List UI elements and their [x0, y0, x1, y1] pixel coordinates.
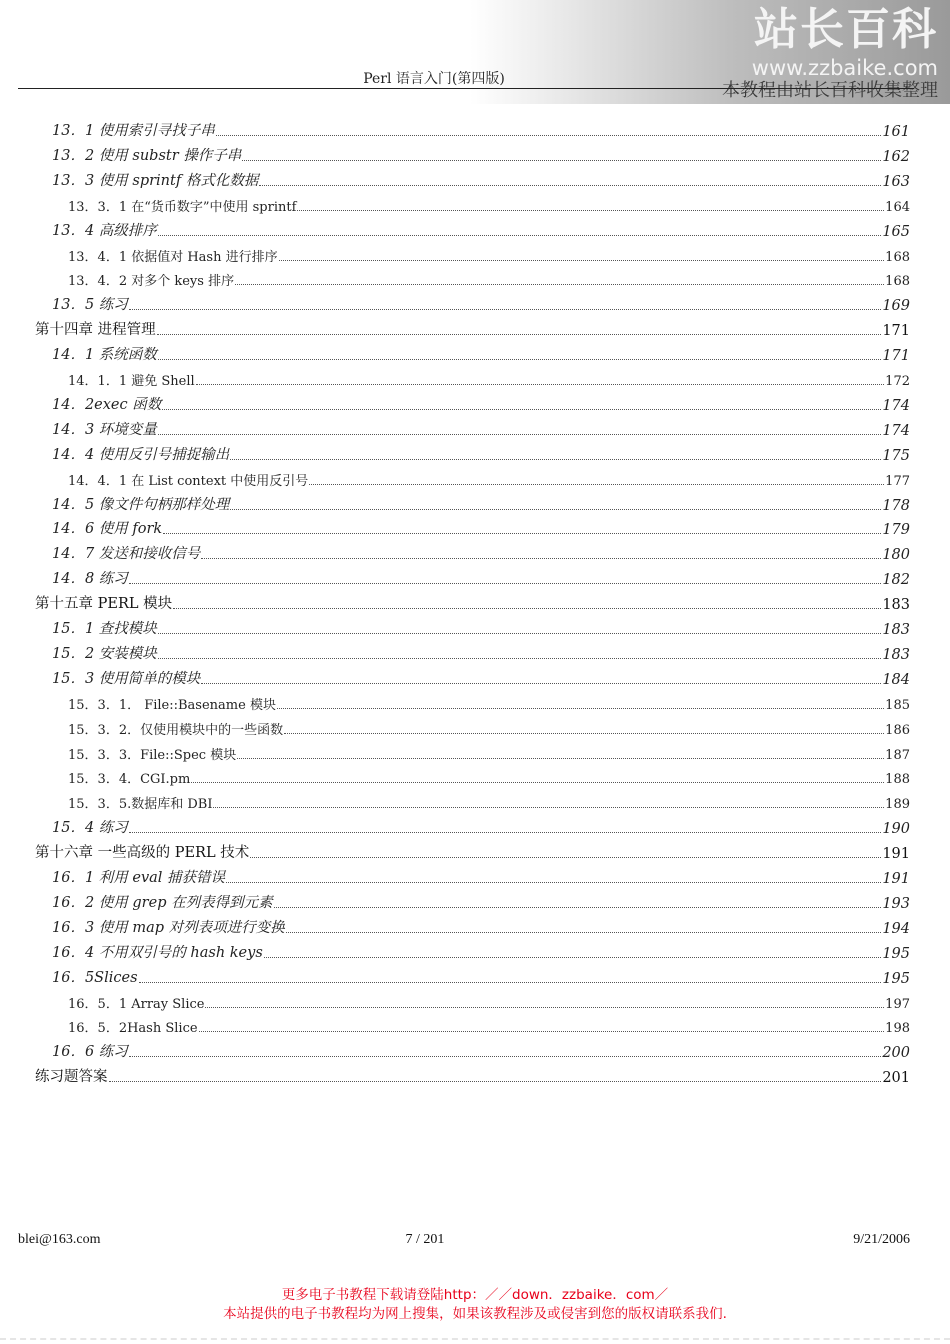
toc-dot-leader	[129, 1055, 882, 1057]
toc-page-number: 163	[882, 173, 910, 190]
toc-dot-leader	[129, 831, 882, 833]
toc-entry-title: 14．5 像文件句柄那样处理	[52, 496, 230, 513]
toc-dot-leader	[158, 632, 882, 634]
toc-entry-section[interactable]	[0, 664, 910, 688]
toc-page-number: 171	[882, 348, 910, 365]
toc-entry-sub[interactable]	[0, 714, 910, 738]
toc-entry-title: 13．1 使用索引寻找子串	[52, 123, 215, 139]
toc-entry-section[interactable]	[0, 888, 910, 912]
toc-entry-title: 14．4 使用反引号捕捉输出	[52, 446, 230, 463]
toc-entry-section[interactable]	[0, 141, 910, 165]
toc-page-number: 164	[885, 199, 910, 215]
toc-entry-section[interactable]	[0, 614, 910, 638]
toc-entry-title: 13．3 使用 sprintf 格式化数据	[52, 172, 259, 189]
toc-entry-title: 16．2 使用 grep 在列表得到元素	[52, 894, 273, 911]
toc-dot-leader	[191, 781, 884, 783]
toc-dot-leader	[264, 956, 882, 958]
document-title: Perl 语言入门(第四版)	[363, 71, 505, 87]
toc-entry-title: 15．3．1． File::Basename 模块	[68, 697, 276, 713]
toc-entry-title: 15．3．4．CGI.pm	[68, 772, 191, 788]
toc-entry-chapter[interactable]	[0, 589, 910, 613]
toc-dot-leader	[173, 607, 881, 609]
toc-entry-title: 14．6 使用 fork	[52, 521, 163, 538]
toc-dot-leader	[277, 707, 884, 709]
toc-page-number: 186	[885, 722, 910, 738]
toc-dot-leader	[213, 806, 884, 808]
toc-page-number: 171	[882, 323, 910, 340]
toc-dot-leader	[109, 1080, 882, 1082]
watermark-logo: 站长百科	[754, 4, 938, 55]
toc-entry-title: 14．1 系统函数	[52, 347, 157, 364]
toc-page-number: 191	[882, 846, 910, 863]
toc-page-number: 183	[882, 622, 910, 638]
toc-page-number: 162	[882, 148, 910, 165]
toc-entry-section[interactable]	[0, 390, 910, 414]
toc-entry-sub[interactable]	[0, 739, 910, 763]
toc-page-number: 174	[882, 397, 910, 414]
toc-entry-title: 15．3．5.数据库和 DBI	[68, 797, 213, 813]
toc-entry-title: 13．3．1 在“货币数字”中使用 sprintf	[68, 199, 297, 215]
toc-dot-leader	[230, 458, 881, 460]
toc-entry-title: 16．5Slices	[52, 969, 138, 986]
toc-entry-chapter[interactable]	[0, 1062, 910, 1086]
toc-page-number: 179	[882, 522, 910, 539]
page-footer	[0, 1232, 950, 1252]
toc-entry-section[interactable]	[0, 913, 910, 937]
toc-entry-title: 14．3 环境变量	[52, 421, 157, 438]
download-notice	[0, 1286, 950, 1324]
toc-dot-leader	[250, 856, 881, 858]
toc-entry-title: 15．3 使用简单的模块	[52, 670, 201, 687]
toc-page-number: 183	[882, 646, 910, 663]
toc-page-number: 195	[882, 970, 910, 987]
toc-entry-title: 13．4．1 依据值对 Hash 进行排序	[68, 249, 278, 265]
toc-entry-sub[interactable]	[0, 365, 910, 389]
toc-dot-leader	[216, 134, 882, 136]
toc-dot-leader	[259, 184, 881, 186]
toc-entry-sub[interactable]	[0, 1012, 910, 1036]
toc-entry-section[interactable]	[0, 290, 910, 314]
toc-dot-leader	[163, 532, 881, 534]
toc-page-number: 198	[885, 1021, 910, 1037]
toc-entry-section[interactable]	[0, 340, 910, 364]
toc-entry-sub[interactable]	[0, 241, 910, 265]
toc-entry-section[interactable]	[0, 539, 910, 563]
toc-entry-section[interactable]	[0, 938, 910, 962]
toc-entry-chapter[interactable]	[0, 315, 910, 339]
toc-dot-leader	[157, 333, 882, 335]
toc-page-number: 193	[882, 895, 910, 912]
toc-dot-leader	[309, 483, 884, 485]
toc-page-number: 185	[885, 697, 910, 713]
toc-dot-leader	[242, 159, 881, 161]
toc-entry-section[interactable]	[0, 564, 910, 588]
toc-entry-title: 16．3 使用 map 对列表项进行变换	[52, 919, 285, 936]
toc-dot-leader	[158, 433, 882, 435]
toc-dot-leader	[129, 582, 882, 584]
toc-dot-leader	[158, 657, 882, 659]
toc-page-number: 200	[882, 1045, 910, 1062]
toc-page-number: 180	[882, 547, 910, 564]
toc-dot-leader	[237, 757, 884, 759]
toc-page-number: 165	[882, 223, 910, 240]
toc-entry-title: 13．4．2 对多个 keys 排序	[68, 274, 235, 290]
toc-entry-sub[interactable]	[0, 465, 910, 489]
toc-entry-section[interactable]	[0, 216, 910, 240]
watermark-subtitle: 本教程由站长百科收集整理	[722, 80, 938, 101]
toc-dot-leader	[162, 408, 881, 410]
toc-entry-section[interactable]	[0, 639, 910, 663]
toc-entry-section[interactable]	[0, 116, 910, 140]
toc-page-number: 197	[885, 996, 910, 1012]
toc-dot-leader	[158, 358, 882, 360]
toc-entry-title: 16．6 练习	[52, 1044, 128, 1061]
toc-entry-section[interactable]	[0, 440, 910, 464]
toc-page-number: 201	[882, 1070, 910, 1087]
toc-page-number: 161	[882, 124, 910, 140]
toc-dot-leader	[158, 234, 882, 236]
toc-entry-sub[interactable]	[0, 788, 910, 812]
toc-page-number: 187	[885, 747, 910, 763]
watermark-url: www.zzbaike.com	[751, 56, 938, 80]
toc-entry-sub[interactable]	[0, 689, 910, 713]
toc-entry-title: 13．4 高级排序	[52, 222, 157, 239]
toc-entry-title: 16．5．2Hash Slice	[68, 1021, 198, 1037]
toc-entry-title: 13．5 练习	[52, 297, 128, 314]
toc-dot-leader	[199, 1030, 885, 1032]
toc-page-number: 190	[882, 821, 910, 838]
toc-entry-section[interactable]	[0, 863, 910, 887]
toc-entry-title: 练习题答案	[35, 1069, 108, 1086]
toc-page-number: 178	[882, 497, 910, 514]
footer-page-number: 7 / 201	[405, 1232, 445, 1247]
toc-entry-section[interactable]	[0, 813, 910, 837]
toc-dot-leader	[274, 906, 882, 908]
toc-dot-leader	[279, 259, 885, 261]
toc-dot-leader	[286, 931, 882, 933]
header-divider	[18, 88, 914, 89]
toc-page-number: 195	[882, 945, 910, 962]
toc-page-number: 174	[882, 422, 910, 439]
toc-dot-leader	[205, 1006, 884, 1008]
footer-email: blei@163.com	[18, 1232, 101, 1247]
toc-entry-title: 16．4 不用双引号的 hash keys	[52, 944, 263, 961]
toc-entry-sub[interactable]	[0, 763, 910, 787]
toc-dot-leader	[226, 881, 881, 883]
toc-entry-sub[interactable]	[0, 265, 910, 289]
toc-page-number: 188	[885, 772, 910, 788]
toc-entry-section[interactable]	[0, 514, 910, 538]
toc-dot-leader	[297, 209, 884, 211]
toc-entry-section[interactable]	[0, 166, 910, 190]
toc-entry-section[interactable]	[0, 415, 910, 439]
toc-entry-title: 第十四章 进程管理	[35, 322, 156, 339]
toc-page-number: 177	[885, 473, 910, 489]
toc-entry-section[interactable]	[0, 963, 910, 987]
toc-dot-leader	[235, 283, 884, 285]
toc-page-number: 189	[885, 797, 910, 813]
footer-date: 9/21/2006	[853, 1232, 910, 1247]
toc-entry-title: 15．4 练习	[52, 820, 128, 837]
toc-page-number: 169	[882, 298, 910, 315]
toc-page-number: 184	[882, 671, 910, 688]
toc-entry-title: 15．3．3．File::Spec 模块	[68, 747, 237, 763]
toc-page-number: 191	[882, 871, 910, 887]
bottom-divider	[0, 1338, 950, 1340]
toc-entry-title: 15．3．2．仅使用模块中的一些函数	[68, 722, 284, 738]
toc-entry-chapter[interactable]	[0, 838, 910, 862]
toc-entry-title: 14．2exec 函数	[52, 396, 162, 413]
toc-page-number: 175	[882, 447, 910, 464]
toc-page-number: 182	[882, 572, 910, 589]
toc-entry-title: 14．1．1 避免 Shell	[68, 374, 195, 389]
toc-entry-section[interactable]	[0, 490, 910, 514]
toc-entry-title: 15．1 查找模块	[52, 621, 157, 637]
toc-dot-leader	[201, 682, 881, 684]
toc-page-number: 194	[882, 920, 910, 937]
toc-dot-leader	[201, 557, 881, 559]
toc-dot-leader	[284, 732, 884, 734]
toc-dot-leader	[196, 383, 885, 385]
toc-entry-title: 16．5．1 Array Slice	[68, 996, 205, 1012]
notice-line-copyright: 本站提供的电子书教程均为网上搜集，如果该教程涉及或侵害到您的版权请联系我们.	[223, 1306, 727, 1322]
toc-entry-title: 第十五章 PERL 模块	[35, 596, 173, 613]
toc-dot-leader	[139, 981, 882, 983]
toc-entry-title: 14．7 发送和接收信号	[52, 546, 201, 563]
toc-entry-title: 13．2 使用 substr 操作子串	[52, 147, 242, 164]
toc-dot-leader	[129, 308, 882, 310]
toc-entry-title: 14．4．1 在 List context 中使用反引号	[68, 473, 309, 489]
toc-page-number: 172	[885, 374, 910, 389]
toc-entry-title: 15．2 安装模块	[52, 645, 157, 662]
toc-entry-title: 第十六章 一些高级的 PERL 技术	[35, 845, 250, 862]
toc-page-number: 168	[885, 274, 910, 290]
notice-line-download[interactable]: 更多电子书教程下载请登陆http：／／down．zzbaike．com／	[281, 1287, 669, 1303]
toc-dot-leader	[230, 508, 881, 510]
toc-entry-title: 16．1 利用 eval 捕获错误	[52, 870, 226, 886]
toc-entry-sub[interactable]	[0, 988, 910, 1012]
toc-page-number: 183	[882, 597, 910, 614]
toc-entry-sub[interactable]	[0, 191, 910, 215]
toc-entry-section[interactable]	[0, 1037, 910, 1061]
toc-entry-title: 14．8 练习	[52, 571, 128, 588]
toc-page-number: 168	[885, 249, 910, 265]
